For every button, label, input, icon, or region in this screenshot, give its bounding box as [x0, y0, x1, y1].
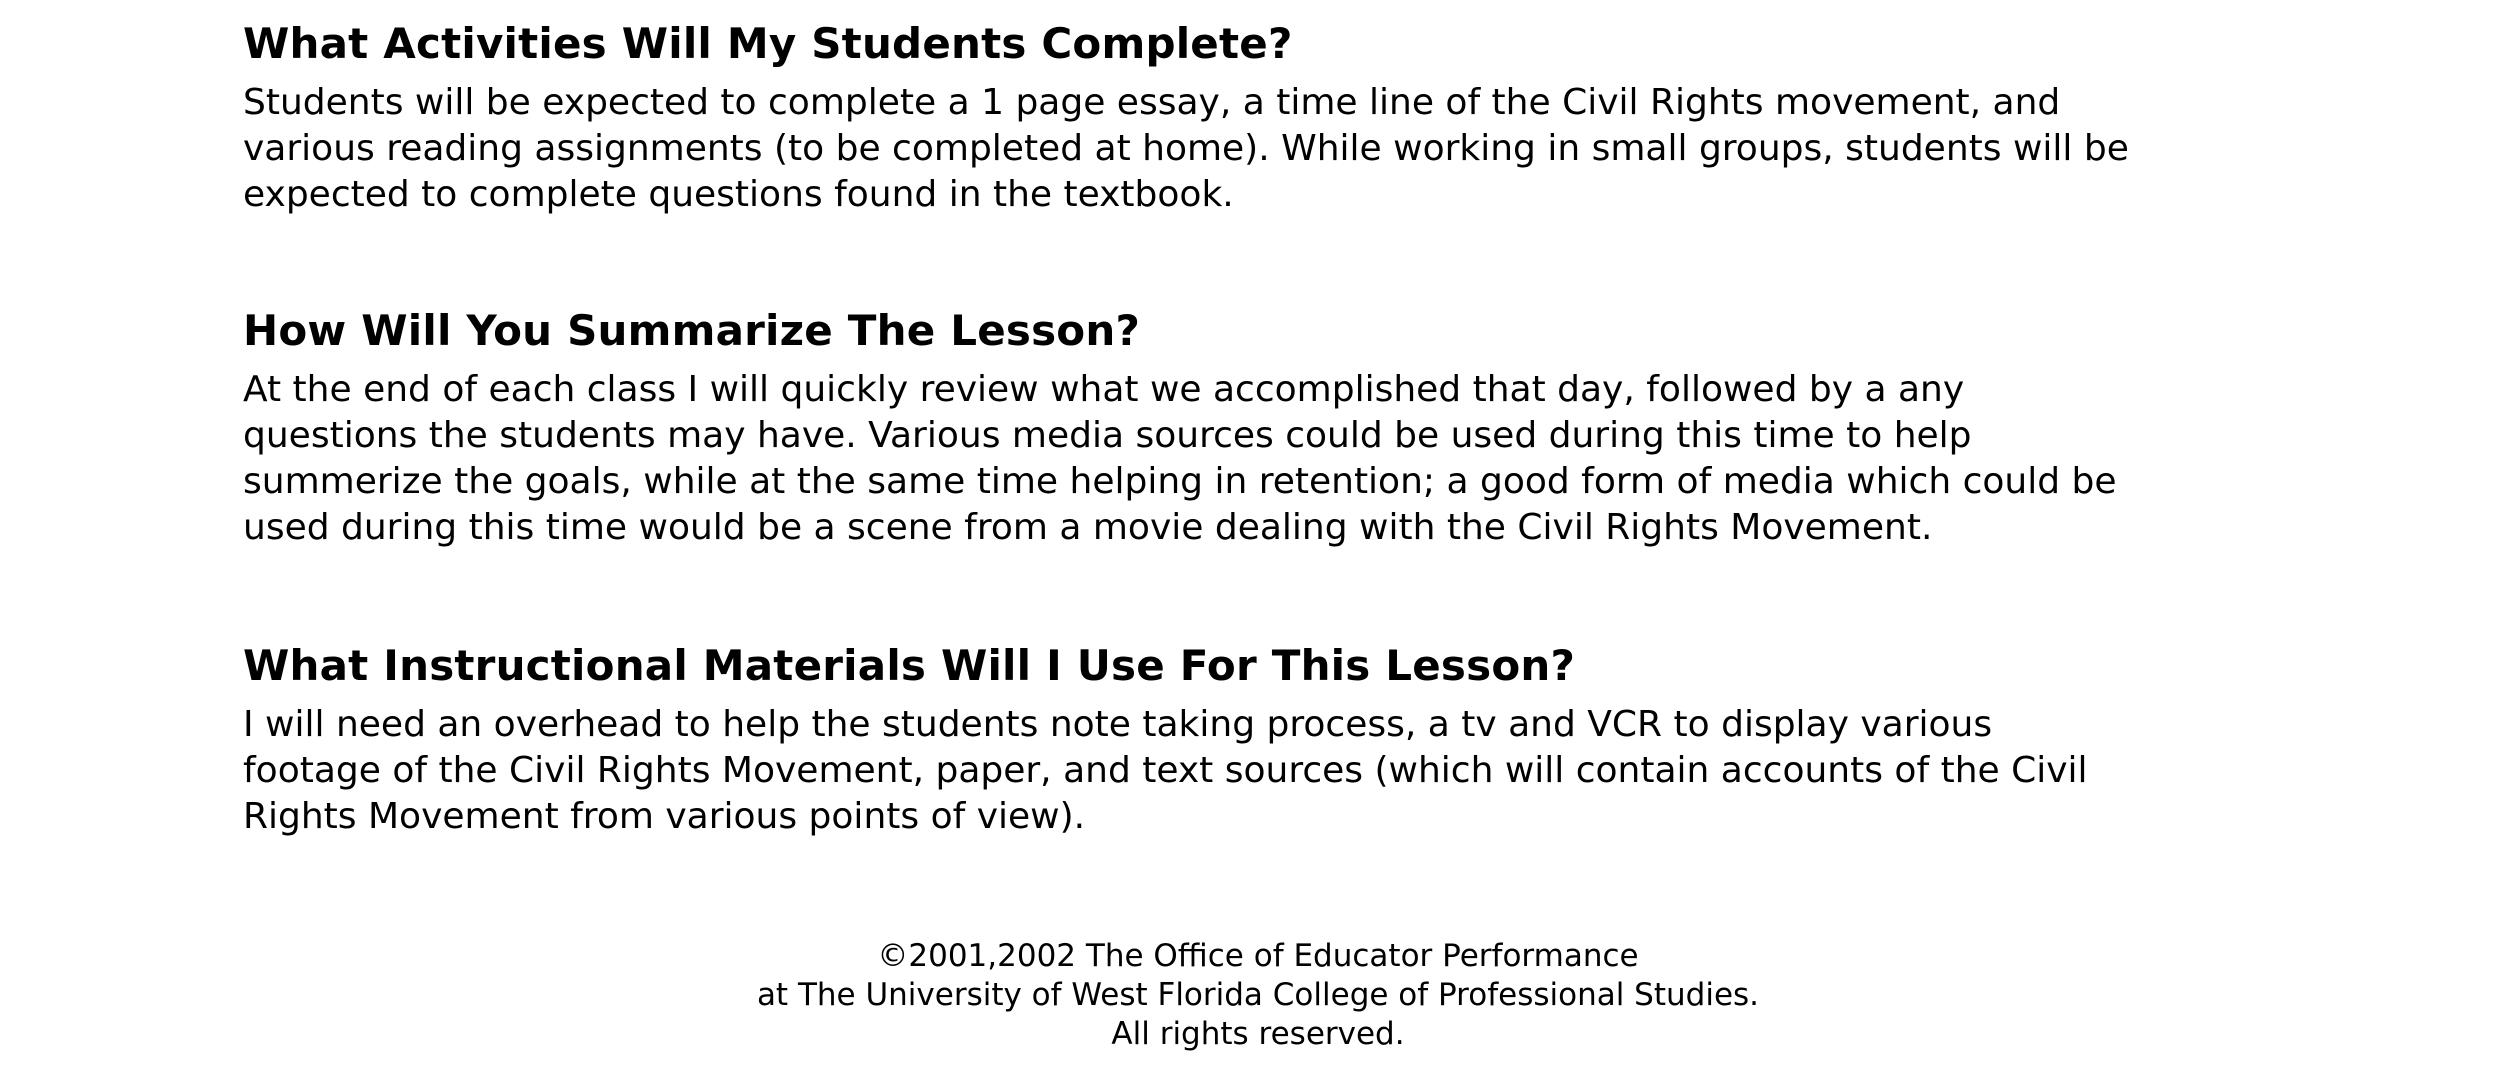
body-line: used during this time would be a scene from a movie dealing with the Civil Rights Movement. — [243, 507, 1933, 548]
footer-line: All rights reserved. — [1111, 1016, 1405, 1052]
body-line: At the end of each class I will quickly review what we accomplished that day, followed by a any — [243, 369, 1965, 410]
copyright-footer — [0, 937, 2516, 1054]
section-materials — [243, 640, 2323, 840]
body-line: various reading assignments (to be completed at home). While working in small groups, students will be — [243, 128, 2129, 169]
section-body-summary — [243, 367, 2323, 551]
section-heading-materials: What Instructional Materials Will I Use For This Lesson? — [243, 641, 1576, 690]
footer-line: at The University of West Florida College of Professional Studies. — [756, 977, 1760, 1013]
section-summary — [243, 305, 2323, 551]
body-line: questions the students may have. Various media sources could be used during this time to help — [243, 415, 1972, 456]
body-line: expected to complete questions found in the textbook. — [243, 174, 1234, 215]
section-activities — [243, 18, 2323, 218]
section-body-activities — [243, 80, 2323, 218]
body-line: footage of the Civil Rights Movement, paper, and text sources (which will contain accounts of the Civil — [243, 750, 2088, 791]
footer-line: ©2001,2002 The Office of Educator Performance — [877, 938, 1639, 974]
section-heading-summary: How Will You Summarize The Lesson? — [243, 306, 1141, 355]
body-line: I will need an overhead to help the students note taking process, a tv and VCR to display various — [243, 704, 1993, 745]
body-line: summerize the goals, while at the same time helping in retention; a good form of media which could be — [243, 461, 2117, 502]
section-heading-activities: What Activities Will My Students Complete? — [243, 19, 1293, 68]
body-line: Students will be expected to complete a 1 page essay, a time line of the Civil Rights movement, and — [243, 82, 2061, 123]
section-body-materials — [243, 702, 2323, 840]
body-line: Rights Movement from various points of view). — [243, 796, 1086, 837]
